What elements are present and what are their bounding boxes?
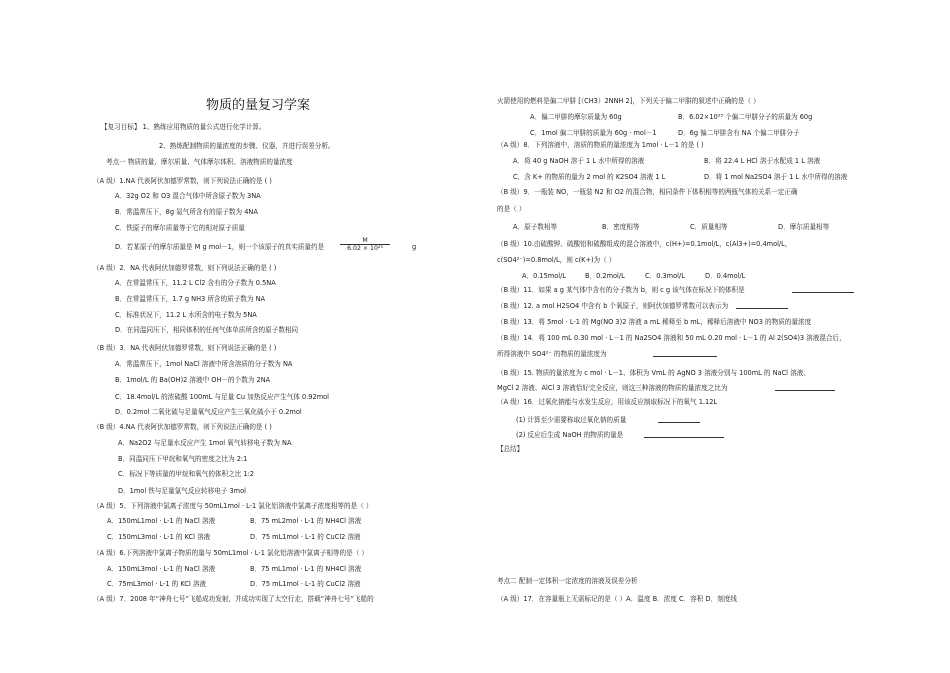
fraction-mass	[340, 237, 390, 252]
option-8a: A．将 40 g NaOH 溶于 1 L 水中所得的溶液	[513, 157, 645, 165]
question-13: （B 级）13．将 5mol · L-1 的 Mg(NO 3)2 溶液 a mL 稀释至 b mL，稀释后溶液中 NO3 的物质的量浓度	[497, 318, 812, 326]
option-10a: A．0.15mol/L	[522, 272, 566, 280]
question-7: （A 级）7．2008 年“神舟七号”飞船成功发射，并成功实现了太空行走，搭载“神舟七号”飞船的	[93, 595, 374, 603]
answer-blank-14[interactable]	[653, 350, 717, 357]
question-15-continued: MgCl 2 溶液、AlCl 3 溶液恰好完全反应，则这三种溶液的物质的量浓度之比为	[497, 384, 728, 392]
answer-blank-16-2[interactable]	[644, 431, 724, 438]
option-6c: C．75mL3mol · L-1 的 KCl 溶液	[107, 580, 207, 588]
option-5c: C．150mL3mol · L-1 的 KCl 溶液	[107, 533, 211, 541]
option-9d: D．摩尔质量相等	[778, 223, 830, 231]
option-3a: A．常温常压下，1mol NaCl 溶液中所含溶质的分子数为 NA	[115, 360, 293, 368]
option-1c: C．铁原子的摩尔质量等于它的相对原子质量	[115, 224, 245, 232]
question-17: （A 级）17．在容量瓶上无需标记的是（ ）A．温度 B．浓度 C．容积 D．刻度线	[497, 595, 737, 603]
question-4: （B 级）4.NA 代表阿伏加德罗常数，则下列说法正确的是 ( )	[93, 423, 272, 431]
option-4d: D．1mol 铁与足量氯气反应转移电子 3mol	[118, 487, 246, 495]
option-6b: B．75 mL1mol · L-1 的 NH4Cl 溶液	[250, 565, 362, 573]
option-2b: B．在常温常压下，1.7 g NH3 所含的质子数为 NA	[115, 295, 266, 303]
section-heading-2: 考点二 配制一定体积一定浓度的溶液及误差分析	[497, 577, 638, 585]
question-15: （B 级）15. 物质的量浓度为 c mol · L－1、体积为 VmL 的 AgNO 3 溶液分别与 100mL 的 NaCl 溶液、	[497, 369, 810, 377]
review-goal-1: 【复习目标】 1、熟练应用物质的量公式进行化学计算。	[101, 123, 266, 131]
option-4c: C．标况下等质量的甲烷和氧气的体积之比 1:2	[118, 470, 254, 478]
option-7d: D．6g 偏二甲肼含有 NA 个偏二甲肼分子	[678, 129, 800, 137]
option-10b: B．0.2mol/L	[585, 272, 625, 280]
option-6a: A．150mL3mol · L-1 的 NaCl 溶液	[107, 565, 216, 573]
question-9-continued: 的是（ ）	[497, 205, 526, 213]
question-7-continued: 火箭使用的燃料是偏二甲肼 [（CH3）2NNH 2]，下列关于偏二甲肼的叙述中正确的是（ ）	[497, 97, 760, 105]
option-6d: D．75 mL1mol · L-1 的 CuCl2 溶液	[250, 580, 361, 588]
option-9a: A．原子数相等	[513, 223, 558, 231]
summary-heading: 【总结】	[497, 445, 524, 453]
option-8c: C．含 K+ 的物质的量为 2 mol 的 K2SO4 溶液 1 L	[513, 173, 666, 181]
option-9c: C．质量相等	[690, 223, 728, 231]
question-14-continued: 所得溶液中 SO4²⁻ 的物质的量浓度为	[497, 350, 607, 358]
option-7c: C．1mol 偏二甲肼的质量为 60g · mol－1	[530, 129, 657, 137]
option-8b: B．将 22.4 L HCl 溶于水配成 1 L 溶液	[704, 157, 821, 165]
question-1: （A 级）1.NA 代表阿伏加德罗常数，则下列说法正确的是 ( )	[93, 177, 272, 185]
option-3d: D．0.2mol 二氧化硫与足量氧气反应产生三氧化硫小于 0.2mol	[115, 408, 302, 416]
option-10c: C．0.3mol/L	[645, 272, 685, 280]
question-16: （A 级）16．过氧化钠能与水发生反应，用该反应制取标况下的氧气 1.12L	[497, 398, 718, 406]
option-2c: C．标准状况下，11.2 L 水所含的电子数为 5NA	[115, 311, 257, 319]
fraction-unit: g	[412, 243, 417, 251]
option-7a: A．偏二甲肼的摩尔质量为 60g	[530, 113, 622, 121]
option-5a: A．150mL1mol · L-1 的 NaCl 溶液	[107, 517, 216, 525]
option-1d: D．若某原子的摩尔质量是 M g mol－1，则一个该原子的真实质量约是	[115, 243, 325, 251]
option-1a: A．32g O2 和 O3 混合气体中所含原子数为 3NA	[115, 192, 261, 200]
answer-blank-12[interactable]	[736, 302, 788, 309]
option-2d: D．在同温同压下，相同体积的任何气体单质所含的原子数相同	[115, 326, 299, 334]
option-3b: B．1mol/L 的 Ba(OH)2 溶液中 OH－的个数为 2NA	[115, 376, 271, 384]
section-heading-1: 考点一 物质的量、摩尔质量、气体摩尔体积、溶液物质的量浓度	[106, 158, 293, 166]
option-5d: D．75 mL1mol · L-1 的 CuCl2 溶液	[250, 533, 361, 541]
fraction-denominator: 6.02 × 10²³	[340, 244, 390, 252]
answer-blank-16-1[interactable]	[658, 416, 700, 423]
review-goal-2: 2、熟练配制物质的量浓度的步骤、仪器，并进行误差分析。	[159, 142, 335, 150]
option-9b: B．密度相等	[602, 223, 640, 231]
question-6: （A 级）6.下列溶液中氯离子物质的量与 50mL1mol · L-1 氯化铝溶液中氯离子相等的是（ ）	[93, 549, 368, 557]
option-5b: B．75 mL2mol · L-1 的 NH4Cl 溶液	[250, 517, 362, 525]
question-3: （B 级）3．NA 代表阿伏加德罗常数，则下列说法正确的是 ( )	[93, 344, 277, 352]
page-title: 物质的量复习学案	[206, 98, 311, 113]
question-16-part-2: (2) 反应后生成 NaOH 的物质的量是	[516, 431, 624, 439]
question-5: （A 级）5、下列溶液中氯离子浓度与 50mL1mol · L-1 氯化铝溶液中氯离子浓度相等的是（ ）	[93, 502, 373, 510]
question-10-continued: c(SO4²⁻)=0.8mol/L，则 c(K+)为（ ）	[497, 256, 616, 264]
question-12: （B 级）12. a mol H2SO4 中含有 b 个氧原子，则阿伏加德罗常数可以表示为	[497, 302, 729, 310]
question-16-part-1: (1) 计算至少需要称取过氧化钠的质量	[516, 416, 627, 424]
question-8: （A 级）8．下列溶液中，溶质的物质的量浓度为 1mol · L－1 的是 ( )	[497, 141, 704, 149]
question-9: （B 级）9．一瓶装 NO，一瓶装 N2 和 O2 的混合物，相同条件下体积相等的两瓶气体的关系一定正确	[497, 188, 798, 196]
answer-blank-15[interactable]	[775, 384, 835, 391]
question-14: （B 级）14．将 100 mL 0.30 mol · L－1 的 Na2SO4 溶液和 50 mL 0.20 mol · L－1 的 Al 2(SO4)3 溶液混合后，	[497, 334, 846, 342]
option-4a: A．Na2O2 与足量水反应产生 1mol 氧气转移电子数为 NA	[118, 439, 292, 447]
option-7b: B．6.02×10²³ 个偏二甲肼分子的质量为 60g	[678, 113, 813, 121]
option-3c: C．18.4mol/L 的浓硫酸 100mL 与足量 Cu 加热反应产生气体 0.92mol	[115, 393, 329, 401]
option-8d: D．将 1 mol Na2SO4 溶于 1 L 水中所得的溶液	[704, 173, 848, 181]
answer-blank-11[interactable]	[792, 286, 854, 293]
question-11: （B 级）11．如果 a g 某气体中含有的分子数为 b，则 c g 该气体在标况下的体积是	[497, 286, 745, 294]
option-1b: B．常温常压下，8g 氦气所含有的原子数为 4NA	[115, 208, 258, 216]
option-2a: A．在常温常压下，11.2 L Cl2 含有的分子数为 0.5NA	[115, 279, 276, 287]
option-10d: D．0.4mol/L	[705, 272, 746, 280]
option-4b: B．同温同压下甲烷和氧气的密度之比为 2:1	[118, 455, 248, 463]
fraction-numerator: M	[362, 237, 368, 244]
question-2: （A 级）2．NA 代表阿伏加德罗常数，则下列说法正确的是 ( )	[93, 264, 277, 272]
question-10: （B 级）10.由硫酸钾、硫酸铝和硫酸组成的混合溶液中，c(H+)=0.1mol/L，c(Al3+)=0.4mol/L，	[497, 240, 792, 248]
